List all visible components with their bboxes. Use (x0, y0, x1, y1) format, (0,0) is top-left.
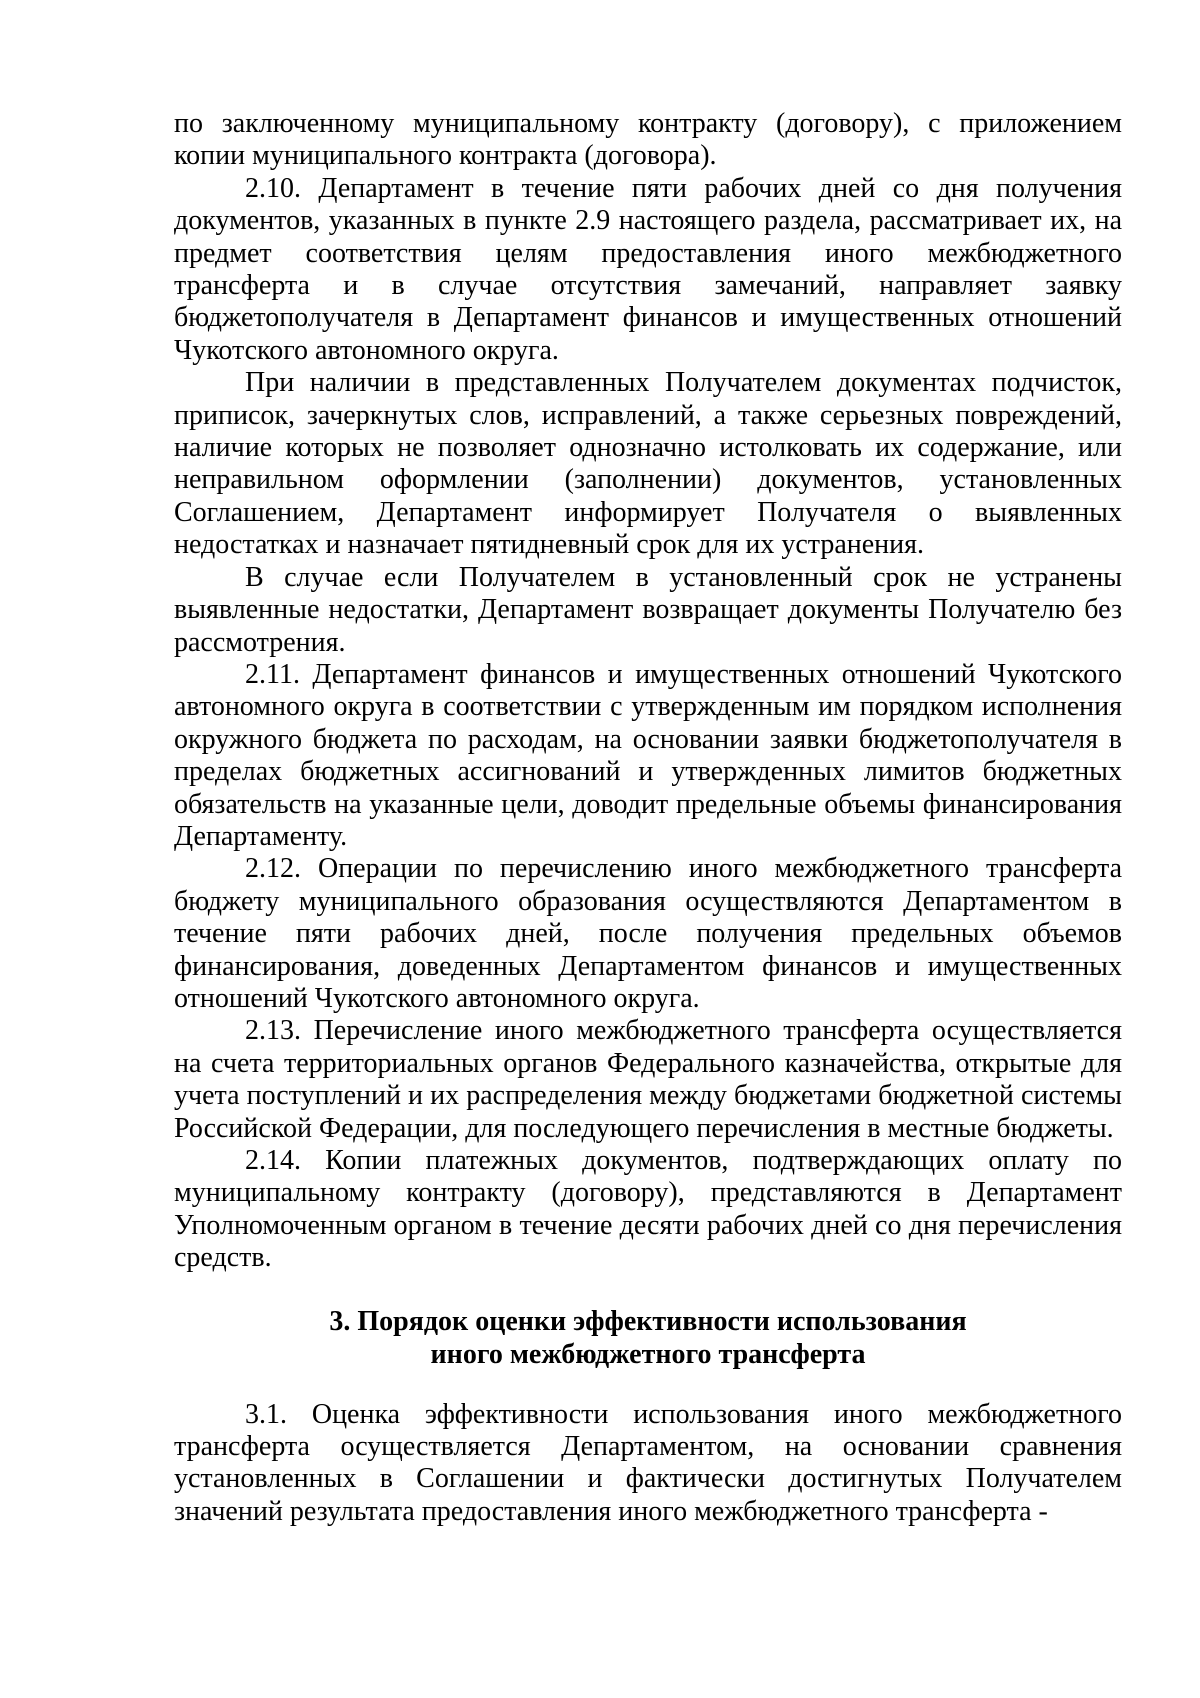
section-heading (174, 1305, 1122, 1371)
paragraph-2-11: 2.11. Департамент финансов и имущественных отношений Чукотского автономного округа в соответствии с утвержденным им порядком исполнения окружного бюджета по расходам, на основании заявки бюджетополучателя в пределах бюджетных ассигнований и утвержденных лимитов бюджетных обязательств на указанные цели, доводит предельные объемы финансирования Департаменту. (174, 658, 1122, 852)
document-page (174, 108, 1122, 1528)
paragraph-2-14: 2.14. Копии платежных документов, подтверждающих оплату по муниципальному контракту (договору), представляются в Департамент Уполномоченным органом в течение десяти рабочих дней со дня перечисления средств. (174, 1145, 1122, 1274)
paragraph-continuation: по заключенному муниципальному контракту (договору), с приложением копии муниципального контракта (договора). (174, 108, 1122, 172)
paragraph-2-10: 2.10. Департамент в течение пяти рабочих дней со дня получения документов, указанных в пункте 2.9 настоящего раздела, рассматривает их, на предмет соответствия целям предоставления иного межбюджетного трансферта и в случае отсутствия замечаний, направляет заявку бюджетополучателя в Департамент финансов и имущественных отношений Чукотского автономного округа. (174, 172, 1122, 366)
paragraph-2-12: 2.12. Операции по перечислению иного межбюджетного трансферта бюджету муниципального образования осуществляются Департаментом в течение пяти рабочих дней, после получения предельных объемов финансирования, доведенных Департаментом финансов и имущественных отношений Чукотского автономного округа. (174, 853, 1122, 1014)
section-heading-line-2: иного межбюджетного трансферта (430, 1338, 866, 1370)
paragraph-3-1: 3.1. Оценка эффективности использования иного межбюджетного трансферта осуществляется Департаментом, на основании сравнения установленных в Соглашении и фактически достигнутых Получателем значений результата предоставления иного межбюджетного трансферта - (174, 1398, 1122, 1527)
paragraph-return-documents: В случае если Получателем в установленный срок не устранены выявленные недостатки, Департамент возвращает документы Получателю без рассмотрения. (174, 561, 1122, 658)
section-heading-line-1: 3. Порядок оценки эффективности использования (329, 1305, 967, 1337)
paragraph-2-13: 2.13. Перечисление иного межбюджетного трансферта осуществляется на счета территориальных органов Федерального казначейства, открытые для учета поступлений и их распределения между бюджетами бюджетной системы Российской Федерации, для последующего перечисления в местные бюджеты. (174, 1015, 1122, 1144)
paragraph-deficiencies: При наличии в представленных Получателем документах подчисток, приписок, зачеркнутых слов, исправлений, а также серьезных повреждений, наличие которых не позволяет однозначно истолковать их содержание, или неправильном оформлении (заполнении) документов, установленных Соглашением, Департамент информирует Получателя о выявленных недостатках и назначает пятидневный срок для их устранения. (174, 367, 1122, 561)
